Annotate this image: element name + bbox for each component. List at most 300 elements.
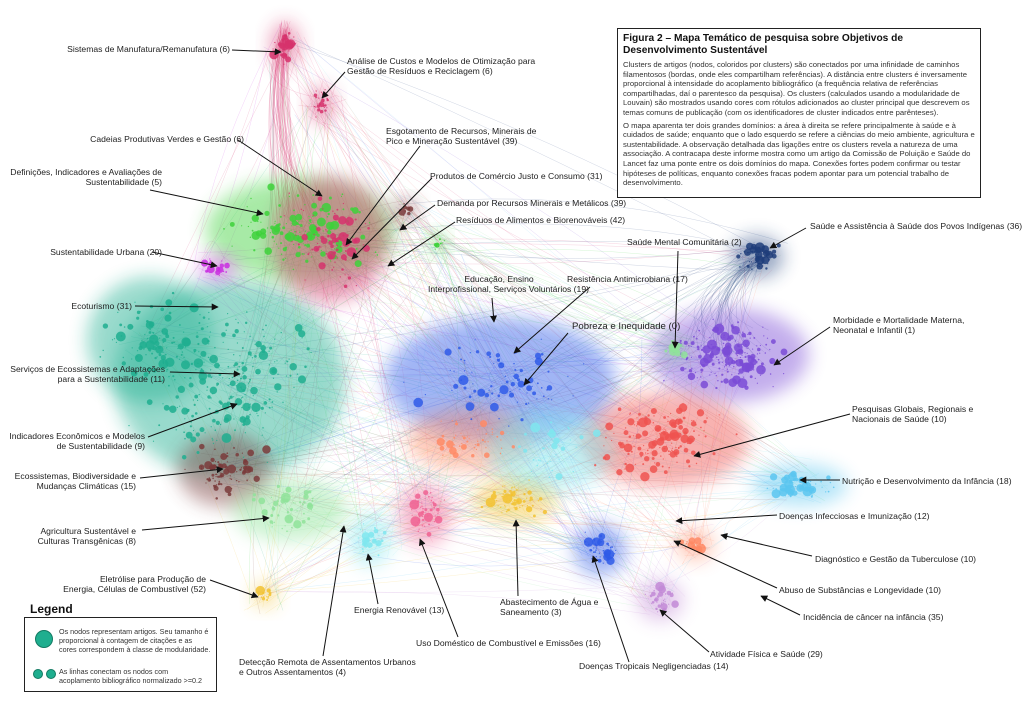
article-node — [461, 444, 467, 450]
label-sustainability-indicators: Definições, Indicadores e Avaliações de Sustentabilidade (5) — [10, 167, 162, 187]
article-node — [352, 238, 357, 243]
article-node — [289, 196, 290, 197]
article-node — [685, 368, 686, 369]
article-node — [647, 453, 648, 454]
article-node — [238, 481, 239, 482]
article-node — [651, 592, 656, 597]
article-node — [706, 417, 708, 419]
article-node — [242, 423, 245, 426]
article-node — [200, 356, 201, 357]
article-node — [249, 381, 250, 382]
article-node — [214, 449, 216, 451]
article-node — [286, 530, 288, 532]
article-node — [241, 225, 242, 226]
article-node — [501, 448, 502, 449]
article-node — [344, 258, 346, 260]
article-node — [316, 90, 317, 91]
article-node — [298, 243, 300, 245]
article-node — [277, 485, 280, 488]
article-node — [608, 545, 609, 546]
article-node — [767, 338, 768, 339]
label-education: Educação, Ensino Interprofissional, Serviços Voluntários (19) — [428, 274, 589, 294]
article-node — [235, 329, 239, 333]
article-node — [210, 331, 211, 332]
article-node — [291, 527, 293, 529]
article-node — [304, 204, 305, 205]
label-sustainable-agriculture: Agricultura Sustentável e Culturas Transgênicas (8) — [37, 526, 136, 546]
article-node — [421, 505, 422, 506]
label-poverty-inequity: Pobreza e Inequidade (0) — [572, 321, 681, 332]
label-water-sanitation: Abastecimento de Água e Saneamento (3) — [500, 597, 599, 617]
article-node — [342, 193, 344, 195]
article-node — [246, 479, 248, 481]
article-node — [158, 424, 160, 426]
article-node — [322, 208, 323, 209]
article-node — [296, 510, 297, 511]
article-node — [240, 377, 242, 379]
article-node — [211, 426, 212, 427]
article-node — [299, 232, 300, 233]
article-node — [231, 478, 233, 480]
article-node — [747, 334, 748, 335]
article-node — [293, 387, 294, 388]
article-node — [338, 232, 348, 242]
article-node — [196, 432, 200, 436]
label-manufacturing-systems: Sistemas de Manufatura/Remanufatura (6) — [67, 44, 230, 54]
article-node — [607, 549, 608, 550]
article-node — [713, 326, 720, 333]
article-node — [660, 455, 661, 456]
article-node — [664, 429, 665, 430]
article-node — [161, 331, 163, 333]
article-node — [811, 496, 813, 498]
article-node — [537, 382, 539, 384]
article-node — [624, 430, 629, 435]
article-node — [165, 358, 174, 367]
article-node — [151, 353, 153, 355]
article-node — [324, 104, 326, 106]
article-node — [218, 270, 219, 271]
article-node — [551, 470, 553, 472]
article-node — [525, 488, 526, 489]
article-node — [760, 345, 761, 346]
article-node — [750, 354, 755, 359]
article-node — [265, 325, 267, 327]
article-node — [206, 390, 207, 391]
article-node — [486, 351, 491, 356]
article-node — [304, 244, 306, 246]
article-node — [189, 377, 191, 379]
article-node — [220, 483, 222, 485]
article-node — [377, 254, 379, 256]
article-node — [285, 499, 289, 503]
article-node — [657, 596, 658, 597]
article-node — [770, 373, 772, 375]
article-node — [704, 546, 705, 547]
article-node — [741, 343, 743, 345]
article-node — [747, 247, 748, 248]
article-node — [719, 414, 720, 415]
article-node — [653, 422, 654, 423]
article-node — [363, 244, 364, 245]
article-node — [337, 258, 338, 259]
article-node — [207, 326, 208, 327]
article-node — [709, 337, 710, 338]
article-node — [239, 374, 240, 375]
article-node — [464, 387, 467, 390]
article-node — [431, 500, 432, 501]
article-node — [356, 248, 358, 250]
article-node — [317, 243, 318, 244]
label-community-mental-health: Saúde Mental Comunitária (2) — [627, 237, 742, 247]
article-node — [464, 370, 465, 371]
label-substance-abuse: Abuso de Substâncias e Longevidade (10) — [779, 585, 941, 595]
legend-title: Legend — [30, 602, 73, 616]
article-node — [328, 230, 329, 231]
article-node — [352, 207, 359, 214]
article-node — [524, 433, 527, 436]
article-node — [312, 498, 314, 500]
article-node — [511, 463, 512, 464]
article-node — [274, 339, 275, 340]
article-node — [699, 543, 701, 545]
article-node — [178, 388, 179, 389]
article-node — [275, 221, 276, 222]
article-node — [196, 335, 199, 338]
article-node — [216, 484, 217, 485]
article-node — [235, 453, 238, 456]
article-node — [633, 446, 634, 447]
article-node — [250, 404, 251, 405]
article-node — [280, 231, 284, 235]
article-node — [428, 523, 430, 525]
article-node — [216, 271, 217, 272]
article-node — [215, 474, 216, 475]
article-node — [488, 441, 489, 442]
article-node — [769, 358, 775, 364]
article-node — [144, 334, 145, 335]
cluster-glow-yellow — [252, 582, 277, 607]
article-node — [362, 551, 363, 552]
article-node — [316, 248, 319, 251]
article-node — [655, 429, 656, 430]
article-node — [232, 377, 234, 379]
article-node — [307, 517, 310, 520]
article-node — [679, 445, 681, 447]
article-node — [381, 539, 384, 542]
article-node — [340, 246, 341, 247]
article-node — [670, 348, 671, 349]
article-node — [731, 374, 732, 375]
article-node — [529, 499, 531, 501]
article-node — [199, 394, 200, 395]
article-node — [691, 420, 692, 421]
article-node — [227, 402, 231, 406]
article-node — [671, 443, 672, 444]
article-node — [156, 356, 157, 357]
article-node — [603, 563, 604, 564]
article-node — [278, 204, 281, 207]
article-node — [697, 409, 704, 416]
article-node — [486, 497, 496, 507]
article-node — [683, 346, 684, 347]
article-node — [593, 429, 601, 437]
article-node — [281, 53, 287, 59]
article-node — [199, 444, 205, 450]
article-node — [121, 335, 123, 337]
article-node — [315, 226, 316, 227]
article-node — [762, 366, 763, 367]
article-node — [610, 547, 612, 549]
article-node — [733, 366, 734, 367]
article-node — [680, 340, 682, 342]
article-node — [149, 321, 155, 327]
article-node — [689, 540, 690, 541]
article-node — [537, 465, 539, 467]
article-node — [721, 350, 722, 351]
article-node — [722, 362, 723, 363]
article-node — [405, 211, 406, 212]
article-node — [257, 221, 258, 222]
article-node — [433, 507, 435, 509]
article-node — [179, 359, 180, 360]
article-node — [591, 558, 592, 559]
article-node — [756, 365, 766, 375]
article-node — [341, 268, 344, 271]
article-node — [723, 378, 728, 383]
article-node — [781, 348, 788, 355]
article-node — [171, 342, 173, 344]
article-node — [655, 582, 665, 592]
article-node — [210, 458, 214, 462]
article-node — [644, 456, 649, 461]
article-node — [737, 321, 739, 323]
article-node — [532, 499, 534, 501]
article-node — [373, 537, 374, 538]
article-node — [701, 349, 703, 351]
article-node — [605, 422, 613, 430]
article-node — [159, 337, 161, 339]
article-node — [190, 425, 192, 427]
article-node — [360, 235, 365, 240]
article-node — [220, 402, 223, 405]
label-physical-activity: Atividade Física e Saúde (29) — [710, 649, 823, 659]
article-node — [216, 440, 217, 441]
label-remote-sensing: Detecção Remota de Assentamentos Urbanos e Outros Assentamentos (4) — [239, 657, 416, 677]
article-node — [561, 446, 566, 451]
article-node — [523, 449, 527, 453]
article-node — [496, 436, 498, 438]
article-node — [311, 256, 312, 257]
article-node — [295, 503, 296, 504]
article-node — [303, 210, 304, 211]
article-node — [684, 448, 689, 453]
article-node — [277, 514, 279, 516]
article-node — [595, 544, 597, 546]
article-node — [304, 490, 309, 495]
article-node — [335, 219, 336, 220]
article-node — [437, 243, 438, 244]
article-node — [324, 107, 325, 108]
article-node — [267, 597, 268, 598]
article-node — [197, 400, 198, 401]
article-node — [176, 356, 178, 358]
cluster-glow-cyan — [349, 514, 391, 567]
article-node — [723, 346, 733, 356]
article-node — [709, 374, 710, 375]
article-node — [198, 322, 200, 324]
article-node — [254, 476, 260, 482]
article-node — [181, 337, 190, 346]
article-node — [740, 357, 741, 358]
article-node — [272, 523, 273, 524]
article-node — [736, 333, 737, 334]
article-node — [513, 363, 515, 365]
article-node — [540, 460, 541, 461]
article-node — [225, 271, 227, 273]
article-node — [237, 369, 239, 371]
article-node — [264, 247, 272, 255]
article-node — [274, 42, 275, 43]
article-node — [114, 338, 115, 339]
article-node — [707, 340, 717, 350]
article-node — [251, 403, 260, 412]
article-node — [464, 360, 466, 362]
article-node — [285, 246, 287, 248]
article-node — [219, 275, 220, 276]
article-node — [680, 367, 685, 372]
article-node — [435, 505, 436, 506]
article-node — [740, 253, 741, 254]
article-node — [162, 361, 164, 363]
article-node — [272, 236, 275, 239]
article-node — [139, 311, 140, 312]
article-node — [128, 425, 129, 426]
article-node — [147, 399, 153, 405]
article-node — [177, 348, 178, 349]
article-node — [685, 410, 686, 411]
article-node — [298, 246, 301, 249]
article-node — [254, 355, 257, 358]
article-node — [253, 395, 254, 396]
article-node — [220, 473, 221, 474]
article-node — [616, 469, 622, 475]
article-node — [527, 490, 531, 494]
article-node — [305, 279, 306, 280]
article-node — [467, 436, 468, 437]
article-node — [218, 267, 224, 273]
label-ecotourism: Ecoturismo (31) — [71, 301, 132, 311]
article-node — [736, 360, 738, 362]
article-node — [701, 372, 702, 373]
article-node — [233, 354, 234, 355]
article-node — [691, 346, 692, 347]
article-node — [671, 600, 679, 608]
article-node — [194, 395, 198, 399]
article-node — [152, 332, 153, 333]
article-node — [208, 318, 209, 319]
article-node — [541, 339, 542, 340]
article-node — [247, 450, 254, 457]
article-node — [460, 379, 462, 381]
article-node — [336, 209, 338, 211]
article-node — [663, 380, 664, 381]
article-node — [688, 345, 689, 346]
article-node — [165, 332, 168, 335]
article-node — [255, 369, 261, 375]
article-node — [295, 235, 296, 236]
article-node — [241, 407, 242, 408]
article-node — [636, 433, 641, 438]
article-node — [508, 425, 509, 426]
article-node — [149, 329, 151, 331]
article-node — [204, 432, 205, 433]
article-node — [711, 372, 712, 373]
article-node — [374, 529, 379, 534]
article-node — [194, 404, 196, 406]
article-node — [293, 520, 301, 528]
article-node — [164, 315, 171, 322]
article-node — [749, 248, 750, 249]
article-node — [656, 602, 657, 603]
article-node — [594, 464, 596, 466]
label-arrow — [770, 228, 806, 248]
label-arrow — [210, 580, 258, 597]
article-node — [284, 234, 290, 240]
article-node — [197, 332, 198, 333]
article-node — [545, 440, 546, 441]
article-node — [597, 539, 604, 546]
article-node — [155, 345, 163, 353]
article-node — [254, 344, 255, 345]
article-node — [173, 337, 175, 339]
article-node — [242, 347, 244, 349]
article-node — [181, 354, 183, 356]
label-global-health-surveys: Pesquisas Globais, Regionais e Nacionais de Saúde (10) — [852, 404, 974, 424]
article-node — [595, 549, 597, 551]
article-node — [411, 509, 412, 510]
article-node — [511, 503, 513, 505]
article-node — [739, 349, 743, 353]
article-node — [112, 339, 113, 340]
article-node — [332, 237, 337, 242]
article-node — [502, 453, 503, 454]
article-node — [186, 432, 193, 439]
article-node — [459, 445, 461, 447]
article-node — [340, 276, 341, 277]
article-node — [229, 378, 230, 379]
article-node — [193, 430, 194, 431]
article-node — [509, 391, 511, 393]
article-node — [421, 503, 422, 504]
legend-node-pair-icon-a — [33, 669, 43, 679]
article-node — [277, 374, 278, 375]
article-node — [674, 358, 675, 359]
article-node — [320, 236, 324, 240]
label-arrow — [674, 541, 777, 588]
article-node — [225, 323, 229, 327]
article-node — [509, 490, 512, 493]
article-node — [413, 398, 423, 408]
article-node — [305, 260, 308, 263]
article-node — [341, 196, 342, 197]
article-node — [712, 452, 715, 455]
article-node — [697, 346, 700, 349]
article-node — [164, 405, 170, 411]
article-node — [320, 246, 321, 247]
article-node — [333, 267, 334, 268]
article-node — [205, 482, 206, 483]
